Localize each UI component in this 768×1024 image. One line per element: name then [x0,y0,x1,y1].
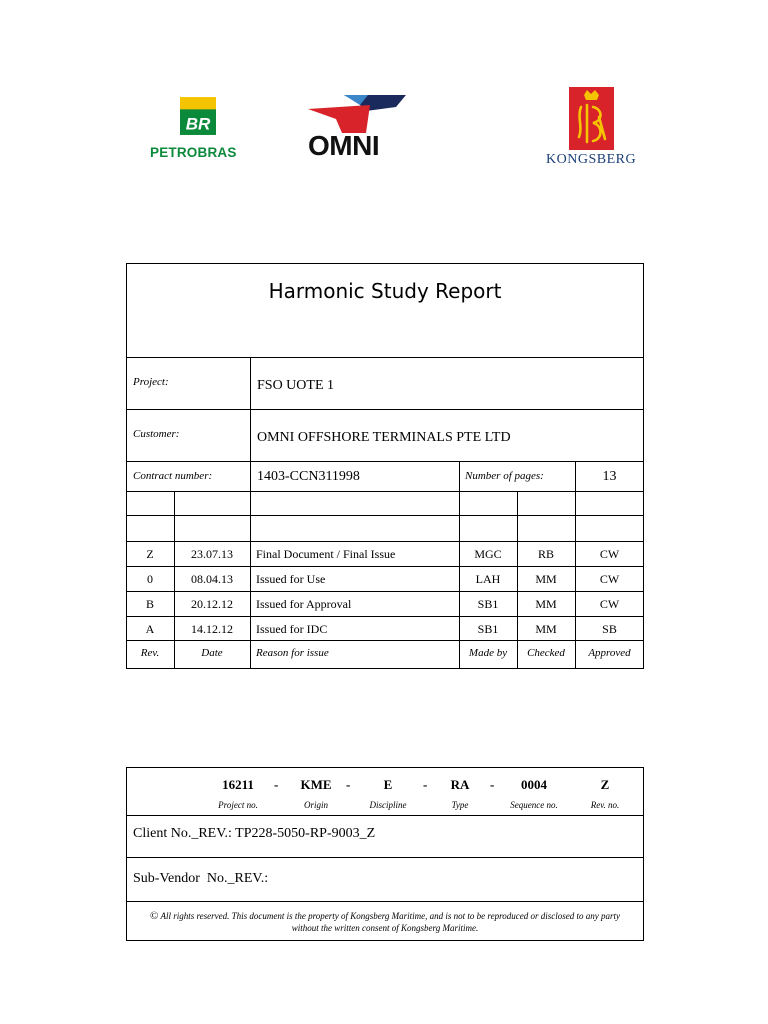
checked-cell: MM [535,572,557,586]
checked-cell: RB [537,547,554,561]
code-separator: - [346,777,351,792]
date-cell: 23.07.13 [191,547,233,561]
code-project-no: 16211 [222,777,254,792]
approved-header: Approved [588,647,631,659]
rev-cell: 0 [147,572,153,586]
pages-label: Number of pages: [465,470,544,482]
client-number: Client No._REV.: TP228-5050-RP-9003_Z [133,826,376,841]
code-separator: - [274,777,279,792]
approved-cell: CW [599,597,620,611]
reason-cell: Final Document / Final Issue [256,547,396,561]
reason-header: Reason for issue [256,647,329,659]
sub-vendor-number: Sub-Vendor No._REV.: [133,871,269,886]
br-flag-text: BR [185,114,211,134]
code-sequence-no: 0004 [521,777,547,792]
petrobras-logo [152,96,252,166]
rev-cell: Z [146,547,154,561]
rev-cell: A [145,622,155,636]
code-rev-no-label: Rev. no. [590,800,620,810]
code-project-no-label: Project no. [218,800,258,810]
copyright-line-1: All rights reserved. This document is the property of Kongsberg Maritime, and is not to be reproduced or disclosed to any party [160,911,620,921]
project-label: Project: [133,376,169,388]
copyright-notice [126,910,644,934]
omni-logo [308,95,408,165]
code-type-label: Type [451,800,469,810]
kongsberg-crest-icon [569,87,614,150]
approved-cell: CW [599,572,620,586]
code-separator: - [490,777,495,792]
reason-cell: Issued for IDC [256,622,328,636]
checked-header: Checked [527,647,565,659]
copyright-line-2: without the written consent of Kongsberg Maritime. [291,923,479,933]
contract-label: Contract number: [133,470,213,482]
project-value: FSO UOTE 1 [257,378,335,393]
copyright-symbol: © [150,910,159,922]
petrobras-wordmark: PETROBRAS [150,145,237,160]
made-by-header: Made by [468,647,508,659]
code-discipline: E [383,777,393,792]
code-origin-label: Origin [303,800,328,810]
made-by-cell: MGC [474,547,502,561]
code-sequence-no-label: Sequence no. [510,800,558,810]
omni-anvil-icon [308,95,406,133]
code-type: RA [450,777,470,792]
code-separator: - [423,777,428,792]
rev-cell: B [145,597,154,611]
customer-value: OMNI OFFSHORE TERMINALS PTE LTD [257,430,511,445]
code-discipline-label: Discipline [369,800,407,810]
date-header: Date [201,647,223,659]
code-origin: KME [300,777,332,792]
date-cell: 20.12.12 [191,597,233,611]
contract-value: 1403-CCN311998 [257,469,360,484]
customer-label: Customer: [133,428,180,440]
date-cell: 08.04.13 [191,572,233,586]
date-cell: 14.12.12 [191,622,233,636]
checked-cell: MM [535,622,557,636]
made-by-cell: SB1 [477,597,499,611]
br-flag-icon [180,96,216,136]
kongsberg-wordmark: KONGSBERG [546,152,637,167]
made-by-cell: LAH [475,572,501,586]
pages-value: 13 [602,469,617,484]
rev-header: Rev. [140,647,160,659]
approved-cell: CW [599,547,620,561]
omni-wordmark: OMNI [308,130,380,161]
reason-cell: Issued for Use [256,572,326,586]
checked-cell: MM [535,597,557,611]
kongsberg-logo [546,87,646,179]
reason-cell: Issued for Approval [256,597,352,611]
report-title: Harmonic Study Report [268,279,502,303]
approved-cell: SB [602,622,617,636]
code-rev-no: Z [600,777,610,792]
made-by-cell: SB1 [477,622,499,636]
